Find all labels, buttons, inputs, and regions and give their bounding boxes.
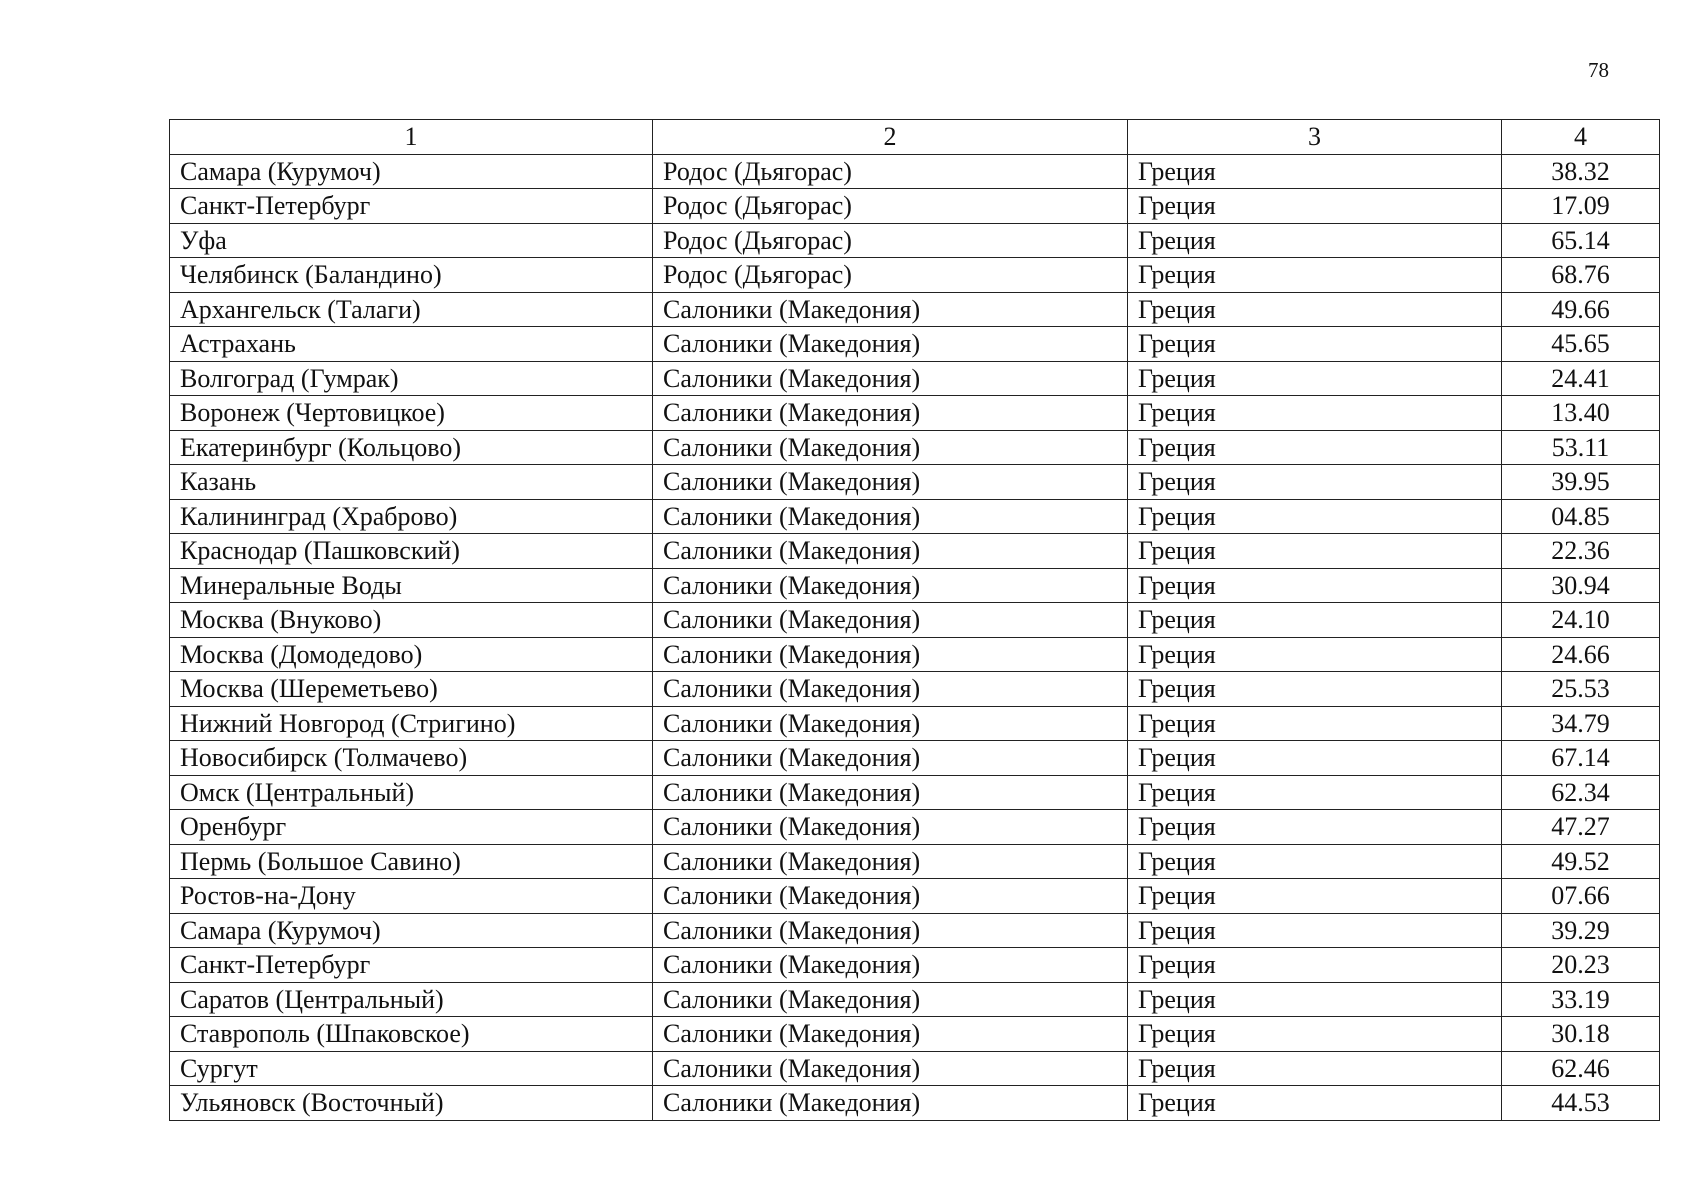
country-cell: Греция bbox=[1128, 465, 1502, 500]
destination-airport-cell: Салоники (Македония) bbox=[653, 603, 1128, 638]
column-header-3: 3 bbox=[1128, 120, 1502, 155]
country-cell: Греция bbox=[1128, 879, 1502, 914]
table-row bbox=[170, 327, 1660, 362]
table-row bbox=[170, 637, 1660, 672]
value-cell: 20.23 bbox=[1502, 948, 1660, 983]
destination-airport-cell: Салоники (Македония) bbox=[653, 948, 1128, 983]
destination-airport-cell: Салоники (Македония) bbox=[653, 741, 1128, 776]
departure-city-cell: Саратов (Центральный) bbox=[170, 982, 653, 1017]
departure-city-cell: Самара (Курумоч) bbox=[170, 154, 653, 189]
country-cell: Греция bbox=[1128, 948, 1502, 983]
departure-city-cell: Ульяновск (Восточный) bbox=[170, 1086, 653, 1121]
departure-city-cell: Санкт-Петербург bbox=[170, 948, 653, 983]
page-number: 78 bbox=[1588, 58, 1609, 82]
value-cell: 17.09 bbox=[1502, 189, 1660, 224]
country-cell: Греция bbox=[1128, 430, 1502, 465]
value-cell: 04.85 bbox=[1502, 499, 1660, 534]
departure-city-cell: Екатеринбург (Кольцово) bbox=[170, 430, 653, 465]
country-cell: Греция bbox=[1128, 396, 1502, 431]
country-cell: Греция bbox=[1128, 1086, 1502, 1121]
destination-airport-cell: Салоники (Македония) bbox=[653, 568, 1128, 603]
departure-city-cell: Санкт-Петербург bbox=[170, 189, 653, 224]
country-cell: Греция bbox=[1128, 327, 1502, 362]
column-header-1: 1 bbox=[170, 120, 653, 155]
table-row bbox=[170, 154, 1660, 189]
destination-airport-cell: Салоники (Македония) bbox=[653, 396, 1128, 431]
table-row bbox=[170, 223, 1660, 258]
destination-airport-cell: Салоники (Македония) bbox=[653, 1051, 1128, 1086]
departure-city-cell: Минеральные Воды bbox=[170, 568, 653, 603]
country-cell: Греция bbox=[1128, 844, 1502, 879]
departure-city-cell: Самара (Курумоч) bbox=[170, 913, 653, 948]
country-cell: Греция bbox=[1128, 1051, 1502, 1086]
country-cell: Греция bbox=[1128, 603, 1502, 638]
departure-city-cell: Омск (Центральный) bbox=[170, 775, 653, 810]
departure-city-cell: Челябинск (Баландино) bbox=[170, 258, 653, 293]
departure-city-cell: Москва (Домодедово) bbox=[170, 637, 653, 672]
country-cell: Греция bbox=[1128, 810, 1502, 845]
table-row bbox=[170, 361, 1660, 396]
value-cell: 24.66 bbox=[1502, 637, 1660, 672]
table-row bbox=[170, 706, 1660, 741]
value-cell: 67.14 bbox=[1502, 741, 1660, 776]
departure-city-cell: Архангельск (Талаги) bbox=[170, 292, 653, 327]
table-row bbox=[170, 982, 1660, 1017]
value-cell: 47.27 bbox=[1502, 810, 1660, 845]
departure-city-cell: Краснодар (Пашковский) bbox=[170, 534, 653, 569]
country-cell: Греция bbox=[1128, 568, 1502, 603]
departure-city-cell: Астрахань bbox=[170, 327, 653, 362]
column-header-2: 2 bbox=[653, 120, 1128, 155]
value-cell: 33.19 bbox=[1502, 982, 1660, 1017]
destination-airport-cell: Родос (Дьягорас) bbox=[653, 223, 1128, 258]
value-cell: 22.36 bbox=[1502, 534, 1660, 569]
table-row bbox=[170, 672, 1660, 707]
value-cell: 30.18 bbox=[1502, 1017, 1660, 1052]
destination-airport-cell: Родос (Дьягорас) bbox=[653, 189, 1128, 224]
departure-city-cell: Ростов-на-Дону bbox=[170, 879, 653, 914]
value-cell: 62.34 bbox=[1502, 775, 1660, 810]
country-cell: Греция bbox=[1128, 741, 1502, 776]
value-cell: 25.53 bbox=[1502, 672, 1660, 707]
value-cell: 07.66 bbox=[1502, 879, 1660, 914]
table-row bbox=[170, 292, 1660, 327]
value-cell: 24.41 bbox=[1502, 361, 1660, 396]
header-row bbox=[170, 120, 1660, 155]
table-row bbox=[170, 396, 1660, 431]
table-row bbox=[170, 534, 1660, 569]
value-cell: 24.10 bbox=[1502, 603, 1660, 638]
destination-airport-cell: Салоники (Македония) bbox=[653, 430, 1128, 465]
country-cell: Греция bbox=[1128, 154, 1502, 189]
departure-city-cell: Пермь (Большое Савино) bbox=[170, 844, 653, 879]
country-cell: Греция bbox=[1128, 982, 1502, 1017]
table-row bbox=[170, 189, 1660, 224]
country-cell: Греция bbox=[1128, 637, 1502, 672]
destination-airport-cell: Салоники (Македония) bbox=[653, 637, 1128, 672]
column-header-4: 4 bbox=[1502, 120, 1660, 155]
destination-airport-cell: Салоники (Македония) bbox=[653, 982, 1128, 1017]
departure-city-cell: Воронеж (Чертовицкое) bbox=[170, 396, 653, 431]
table-row bbox=[170, 913, 1660, 948]
table-row bbox=[170, 775, 1660, 810]
destination-airport-cell: Салоники (Македония) bbox=[653, 810, 1128, 845]
departure-city-cell: Ставрополь (Шпаковское) bbox=[170, 1017, 653, 1052]
value-cell: 68.76 bbox=[1502, 258, 1660, 293]
value-cell: 44.53 bbox=[1502, 1086, 1660, 1121]
destination-airport-cell: Родос (Дьягорас) bbox=[653, 258, 1128, 293]
value-cell: 13.40 bbox=[1502, 396, 1660, 431]
destination-airport-cell: Салоники (Македония) bbox=[653, 1017, 1128, 1052]
value-cell: 30.94 bbox=[1502, 568, 1660, 603]
country-cell: Греция bbox=[1128, 223, 1502, 258]
departure-city-cell: Новосибирск (Толмачево) bbox=[170, 741, 653, 776]
table-row bbox=[170, 499, 1660, 534]
table-row bbox=[170, 810, 1660, 845]
departure-city-cell: Уфа bbox=[170, 223, 653, 258]
departure-city-cell: Казань bbox=[170, 465, 653, 500]
table-row bbox=[170, 568, 1660, 603]
country-cell: Греция bbox=[1128, 258, 1502, 293]
table-row bbox=[170, 844, 1660, 879]
country-cell: Греция bbox=[1128, 361, 1502, 396]
value-cell: 49.52 bbox=[1502, 844, 1660, 879]
departure-city-cell: Волгоград (Гумрак) bbox=[170, 361, 653, 396]
destination-airport-cell: Салоники (Македония) bbox=[653, 913, 1128, 948]
value-cell: 45.65 bbox=[1502, 327, 1660, 362]
table-row bbox=[170, 603, 1660, 638]
table-row bbox=[170, 1086, 1660, 1121]
value-cell: 65.14 bbox=[1502, 223, 1660, 258]
value-cell: 38.32 bbox=[1502, 154, 1660, 189]
destination-airport-cell: Салоники (Македония) bbox=[653, 775, 1128, 810]
country-cell: Греция bbox=[1128, 499, 1502, 534]
destination-airport-cell: Салоники (Македония) bbox=[653, 672, 1128, 707]
country-cell: Греция bbox=[1128, 292, 1502, 327]
destination-airport-cell: Салоники (Македония) bbox=[653, 465, 1128, 500]
value-cell: 49.66 bbox=[1502, 292, 1660, 327]
destination-airport-cell: Салоники (Македония) bbox=[653, 1086, 1128, 1121]
destination-airport-cell: Салоники (Македония) bbox=[653, 844, 1128, 879]
table-row bbox=[170, 430, 1660, 465]
table-row bbox=[170, 1017, 1660, 1052]
value-cell: 39.29 bbox=[1502, 913, 1660, 948]
table-body bbox=[170, 154, 1660, 1120]
departure-city-cell: Москва (Шереметьево) bbox=[170, 672, 653, 707]
country-cell: Греция bbox=[1128, 534, 1502, 569]
destination-airport-cell: Салоники (Македония) bbox=[653, 534, 1128, 569]
destination-airport-cell: Салоники (Македония) bbox=[653, 361, 1128, 396]
destination-airport-cell: Родос (Дьягорас) bbox=[653, 154, 1128, 189]
value-cell: 39.95 bbox=[1502, 465, 1660, 500]
departure-city-cell: Нижний Новгород (Стригино) bbox=[170, 706, 653, 741]
country-cell: Греция bbox=[1128, 1017, 1502, 1052]
departure-city-cell: Оренбург bbox=[170, 810, 653, 845]
departure-city-cell: Москва (Внуково) bbox=[170, 603, 653, 638]
country-cell: Греция bbox=[1128, 775, 1502, 810]
table-row bbox=[170, 948, 1660, 983]
destination-airport-cell: Салоники (Македония) bbox=[653, 706, 1128, 741]
table-row bbox=[170, 258, 1660, 293]
destination-airport-cell: Салоники (Македония) bbox=[653, 879, 1128, 914]
table-row bbox=[170, 1051, 1660, 1086]
table-row bbox=[170, 465, 1660, 500]
table-row bbox=[170, 741, 1660, 776]
departure-city-cell: Калининград (Храброво) bbox=[170, 499, 653, 534]
data-table bbox=[169, 119, 1660, 1121]
table-header bbox=[170, 120, 1660, 155]
destination-airport-cell: Салоники (Македония) bbox=[653, 499, 1128, 534]
destination-airport-cell: Салоники (Македония) bbox=[653, 292, 1128, 327]
departure-city-cell: Сургут bbox=[170, 1051, 653, 1086]
destination-airport-cell: Салоники (Македония) bbox=[653, 327, 1128, 362]
country-cell: Греция bbox=[1128, 706, 1502, 741]
table-row bbox=[170, 879, 1660, 914]
value-cell: 62.46 bbox=[1502, 1051, 1660, 1086]
country-cell: Греция bbox=[1128, 672, 1502, 707]
value-cell: 53.11 bbox=[1502, 430, 1660, 465]
value-cell: 34.79 bbox=[1502, 706, 1660, 741]
country-cell: Греция bbox=[1128, 913, 1502, 948]
country-cell: Греция bbox=[1128, 189, 1502, 224]
